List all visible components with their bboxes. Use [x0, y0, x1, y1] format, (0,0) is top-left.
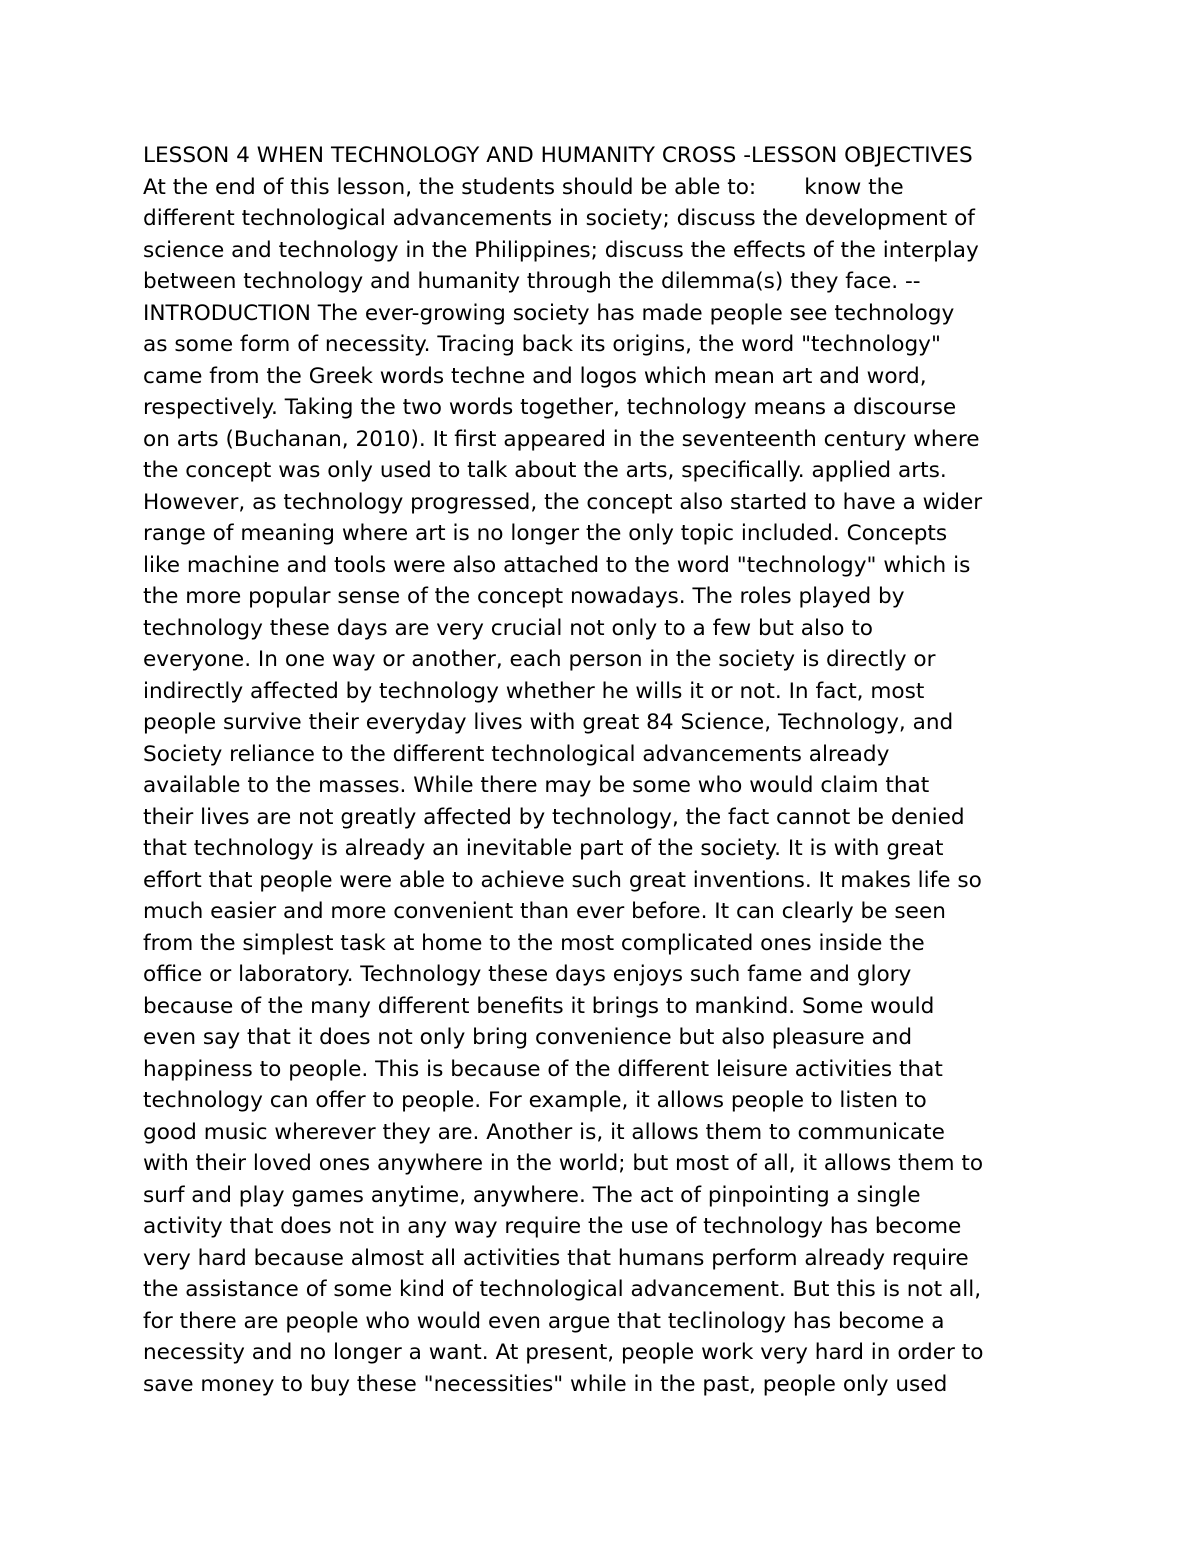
text-line: surf and play games anytime, anywhere. The act of pinpointing a single — [143, 1182, 921, 1208]
text-line: everyone. In one way or another, each person in the society is directly or — [143, 647, 936, 672]
text-line: good music wherever they are. Another is, it allows them to communicate — [143, 1119, 945, 1145]
text-line: even say that it does not only bring convenience but also pleasure and — [143, 1025, 913, 1050]
text-line: the more popular sense of the concept nowadays. The roles played by — [143, 584, 905, 609]
text-line: science and technology in the Philippines; discuss the effects of the interplay — [143, 237, 979, 263]
text-line: technology these days are very crucial not only to a few but also to — [143, 615, 873, 641]
text-line: from the simplest task at home to the most complicated ones inside the — [143, 930, 925, 956]
text-line: as some form of necessity. Tracing back its origins, the word "technology" — [143, 332, 941, 357]
text-line: However, as technology progressed, the concept also started to have a wider — [143, 489, 983, 515]
text-line: technology can offer to people. For example, it allows people to listen to — [143, 1088, 927, 1113]
text-line: like machine and tools were also attached to the word "technology" which is — [143, 552, 971, 578]
text-line: LESSON 4 WHEN TECHNOLOGY AND HUMANITY CROSS -LESSON OBJECTIVES — [143, 143, 973, 168]
text-line: on arts (Buchanan, 2010). It first appeared in the seventeenth century where — [143, 426, 980, 452]
text-line: the concept was only used to talk about the arts, specifically. applied arts. — [143, 458, 947, 483]
text-line: between technology and humanity through the dilemma(s) they face. -- — [143, 269, 921, 294]
text-line: people survive their everyday lives with great 84 Science, Technology, and — [143, 710, 954, 735]
text-line: At the end of this lesson, the students should be able to: know the — [143, 174, 904, 200]
text-line: INTRODUCTION The ever-growing society has made people see technology — [143, 300, 955, 326]
text-line: respectively. Taking the two words together, technology means a discourse — [143, 395, 957, 420]
text-line: the assistance of some kind of technological advancement. But this is not all, — [143, 1277, 982, 1302]
text-line: range of meaning where art is no longer the only topic included. Concepts — [143, 521, 948, 546]
text-line: with their loved ones anywhere in the world; but most of all, it allows them to — [143, 1151, 984, 1176]
text-line: that technology is already an inevitable part of the society. It is with great — [143, 836, 944, 861]
text-line: effort that people were able to achieve such great inventions. It makes life so — [143, 867, 982, 893]
text-line: their lives are not greatly affected by technology, the fact cannot be denied — [143, 804, 965, 830]
text-line: indirectly affected by technology whether he wills it or not. In fact, most — [143, 678, 925, 704]
text-line: very hard because almost all activities that humans perform already require — [143, 1245, 969, 1271]
text-line: available to the masses. While there may be some who would claim that — [143, 773, 930, 798]
text-line: Society reliance to the different technological advancements already — [143, 741, 890, 767]
text-line: came from the Greek words techne and logos which mean art and word, — [143, 363, 927, 389]
body-text — [143, 140, 1083, 1400]
text-line: happiness to people. This is because of the different leisure activities that — [143, 1056, 943, 1082]
text-line: office or laboratory. Technology these days enjoys such fame and glory — [143, 962, 912, 987]
text-line: necessity and no longer a want. At present, people work very hard in order to — [143, 1340, 984, 1365]
text-line: save money to buy these "necessities" while in the past, people only used — [143, 1371, 948, 1397]
text-line: because of the many different benefits it brings to mankind. Some would — [143, 993, 935, 1019]
text-line: activity that does not in any way require the use of technology has become — [143, 1214, 962, 1239]
text-line: different technological advancements in society; discuss the development of — [143, 206, 975, 231]
text-line: much easier and more convenient than ever before. It can clearly be seen — [143, 899, 946, 924]
text-line: for there are people who would even argue that teclinology has become a — [143, 1308, 945, 1334]
